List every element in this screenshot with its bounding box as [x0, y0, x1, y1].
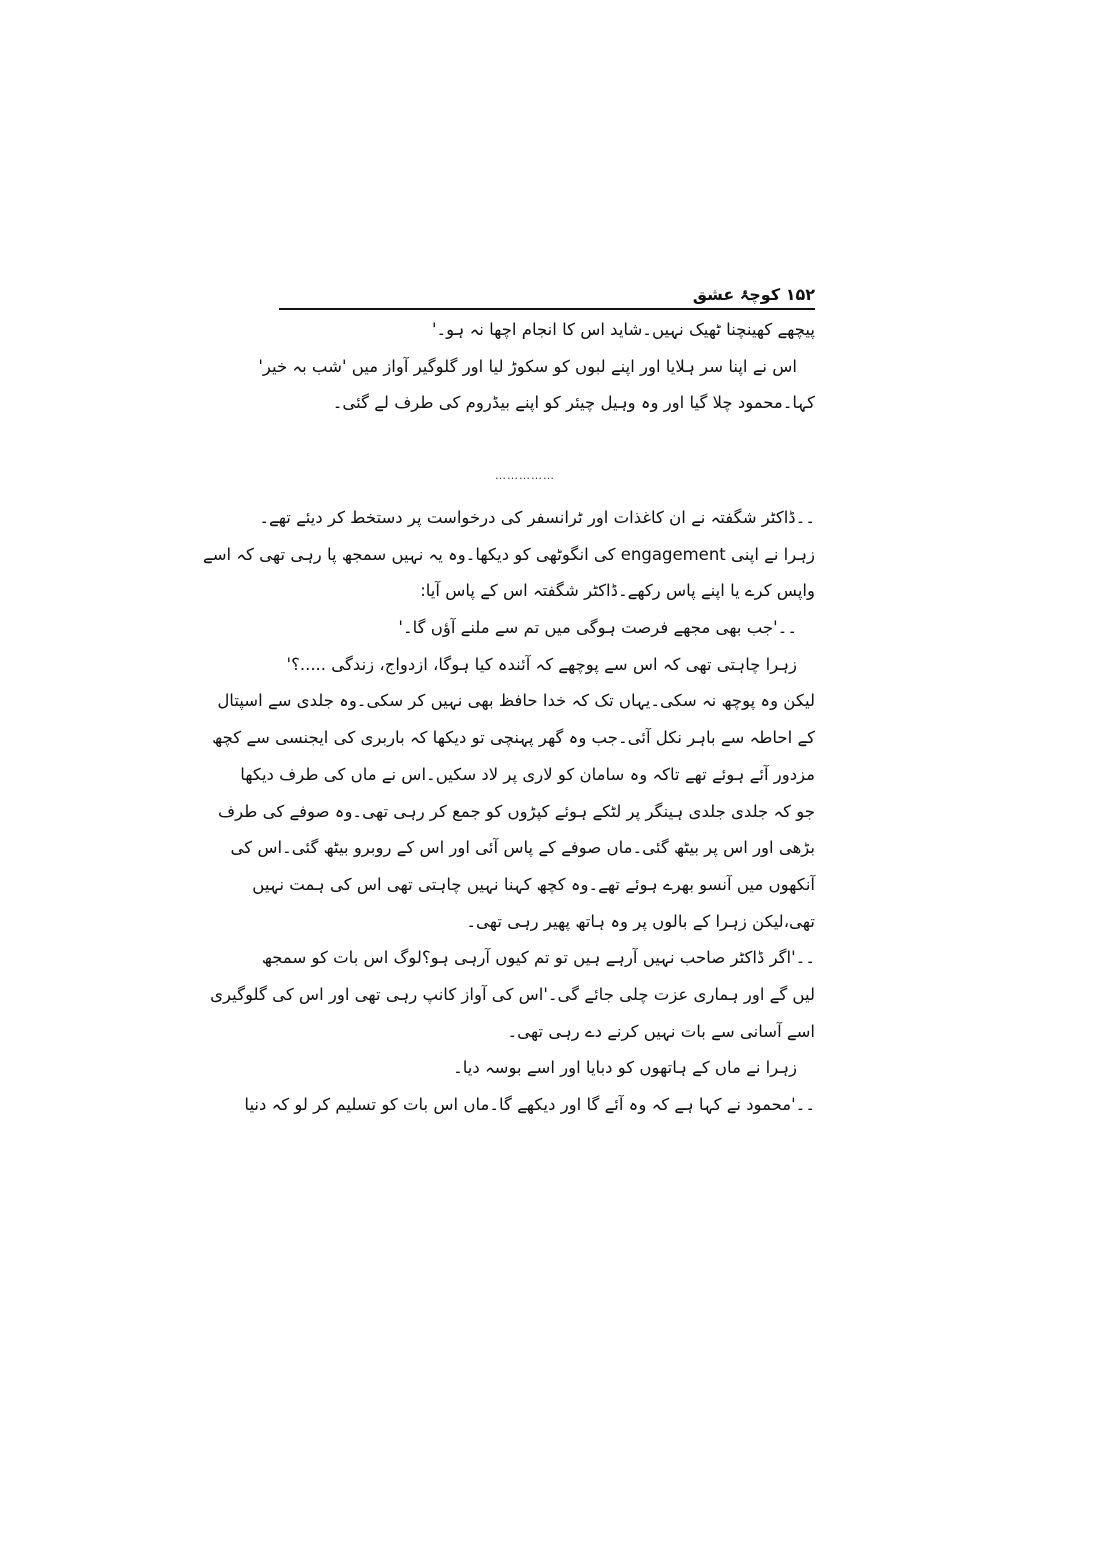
text-block-top — [258, 312, 815, 422]
text-line: بڑھی اور اس پر بیٹھ گئی۔ماں صوفے کے پاس آئی اور اس کے روبرو بیٹھ گئی۔اس کی — [230, 838, 815, 858]
text-line: ۔۔'جب بھی مجھے فرصت ہوگی میں تم سے ملنے آؤں گا۔' — [398, 618, 797, 638]
text-line: لیکن وہ پوچھ نہ سکی۔یہاں تک کہ خدا حافظ بھی نہیں کر سکی۔وہ جلدی سے اسپتال — [217, 691, 815, 711]
text-line: زہرا نے ماں کے ہاتھوں کو دبایا اور اسے بوسہ دیا۔ — [453, 1058, 797, 1078]
section-divider: …………… — [495, 469, 555, 482]
text-block-bottom — [203, 500, 815, 1124]
text-line: جو کہ جلدی جلدی ہینگر پر لٹکے ہوئے کپڑوں کو جمع کر رہی تھی۔وہ صوفے کی طرف — [218, 801, 815, 821]
text-line: اسے آسانی سے بات نہیں کرنے دے رہی تھی۔ — [507, 1021, 815, 1041]
text-line: زہرا چاہتی تھی کہ اس سے پوچھے کہ آئندہ کیا ہوگا، ازدواج، زندگی .....؟' — [286, 654, 797, 674]
text-line: مزدور آئے ہوئے تھے تاکہ وہ سامان کو لاری پر لاد سکیں۔اس نے ماں کی طرف دیکھا — [240, 764, 815, 784]
text-line: اس نے اپنا سر ہلایا اور اپنے لبوں کو سکوڑ لیا اور گلوگیر آواز میں 'شب بہ خیر' — [258, 356, 797, 376]
text-line: کہا۔محمود چلا گیا اور وہ وہیل چیئر کو اپنے بیڈروم کی طرف لے گئی۔ — [332, 393, 815, 413]
text-line: کے احاطہ سے باہر نکل آئی۔جب وہ گھر پہنچی تو دیکھا کہ باربری کی ایجنسی سے کچھ — [212, 728, 815, 748]
text-line: ۔۔'اگر ڈاکٹر صاحب نہیں آرہے ہیں تو تم کیوں آرہی ہو؟لوگ اس بات کو سمجھ — [261, 948, 815, 968]
text-line: واپس کرے یا اپنے پاس رکھے۔ڈاکٹر شگفتہ اس کے پاس آیا: — [420, 581, 815, 601]
text-line: تھی،لیکن زہرا کے بالوں پر وہ ہاتھ پھیر رہی تھی۔ — [466, 911, 815, 931]
text-line: پیچھے کھینچنا ٹھیک نہیں۔شاید اس کا انجام اچھا نہ ہو۔' — [431, 320, 815, 339]
text-line: ۔۔ڈاکٹر شگفتہ نے ان کاغذات اور ٹرانسفر کی درخواست پر دستخط کر دیئے تھے۔ — [259, 508, 815, 527]
text-line: ۔۔'محمود نے کہا ہے کہ وہ آئے گا اور دیکھے گا۔ماں اس بات کو تسلیم کر لو کہ دنیا — [244, 1095, 815, 1114]
text-line: زہرا نے اپنی engagement کی انگوٹھی کو دیکھا۔وہ یہ نہیں سمجھ پا رہی تھی کہ اسے — [203, 544, 815, 564]
page-header: ۱۵۲ کوچۂ عشق — [692, 285, 815, 304]
text-line: آنکھوں میں آنسو بھرے ہوئے تھے۔وہ کچھ کہنا نہیں چاہتی تھی اس کی ہمت نہیں — [252, 874, 815, 894]
text-line: لیں گے اور ہماری عزت چلی جائے گی۔'اس کی آواز کانپ رہی تھی اور اس کی گلوگیری — [210, 984, 815, 1004]
header-divider — [279, 308, 815, 310]
